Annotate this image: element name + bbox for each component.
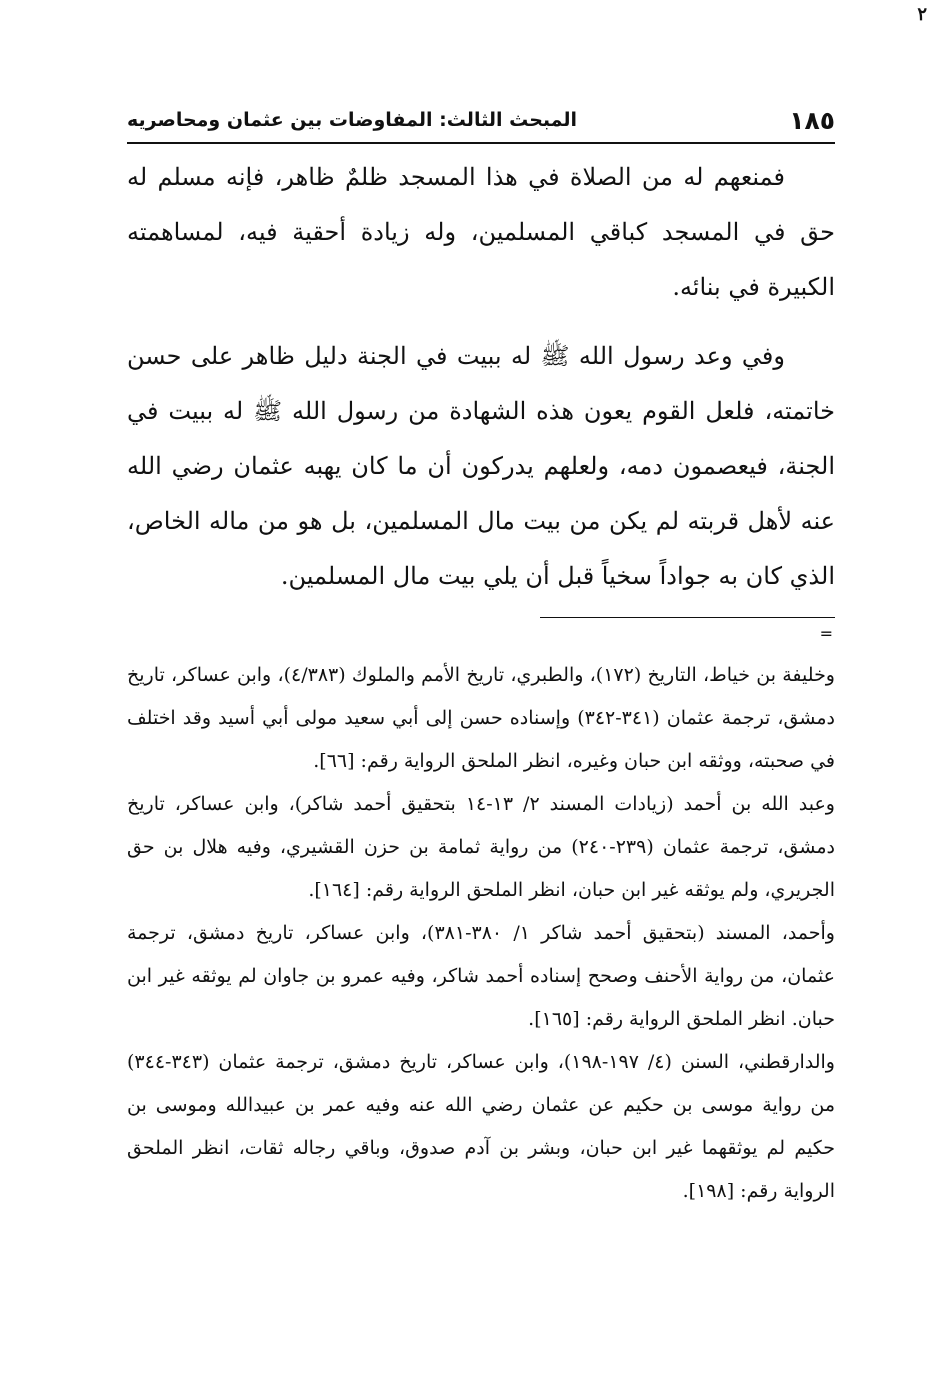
footnote-item: وأحمد، المسند (بتحقيق أحمد شاكر ١/ ٣٨٠-٣٨١)، وابن عساكر، تاريخ دمشق، ترجمة عثمان، من رواية الأحنف وصحح إسناده أحمد شاكر، وفيه عمرو بن جاوان لم يوثقه غير ابن حبان. انظر الملحق الرواية رقم: [١٦٥].	[127, 922, 835, 1030]
footnote-item: وخليفة بن خياط، التاريخ (١٧٢)، والطبري، تاريخ الأمم والملوك (٤/٣٨٣)، وابن عساكر، تاريخ دمشق، ترجمة عثمان (٣٤١-٣٤٢) وإسناده حسن إلى أبي سعيد مولى أبي أسيد وقد اختلف في صحبته، ووثقه ابن حبان وغيره، انظر الملحق الرواية رقم: [٦٦].	[127, 664, 835, 772]
running-title: المبحث الثالث: المفاوضات بين عثمان ومحاصريه	[127, 109, 578, 131]
footnote-divider	[540, 617, 835, 618]
main-text	[127, 150, 835, 604]
header-divider	[127, 142, 835, 144]
corner-mark: ۲	[917, 4, 927, 25]
footnote-item: والدارقطني، السنن (٤/ ١٩٧-١٩٨)، وابن عساكر، تاريخ دمشق، ترجمة عثمان (٣٤٣-٣٤٤) من رواية موسى بن حكيم عن عثمان رضي الله عنه وفيه عمر بن عبيدالله وموسى بن حكيم لم يوثقهما غير ابن حبان، وبشر بن آدم صدوق، وباقي رجاله ثقات، انظر الملحق الرواية رقم: [١٩٨].	[127, 1051, 835, 1202]
footnote-item: وعبد الله بن أحمد (زيادات المسند ٢/ ١٣-١٤ بتحقيق أحمد شاكر)، وابن عساكر، تاريخ دمشق، ترجمة عثمان (٢٣٩-٢٤٠) من رواية ثمامة بن حزن القشيري، وفيه هلال بن حق الجريري، ولم يوثقه غير ابن حبان، انظر الملحق الرواية رقم: [١٦٤].	[127, 793, 835, 901]
body-paragraph: فمنعهم له من الصلاة في هذا المسجد ظلمٌ ظاهر، فإنه مسلم له حق في المسجد كباقي المسلمين، وله زيادة أحقية فيه، لمساهمته الكبيرة في بنائه.	[127, 163, 835, 301]
body-paragraph: وفي وعد رسول الله ﷺ له ببيت في الجنة دليل ظاهر على حسن خاتمته، فلعل القوم يعون هذه الشهادة من رسول الله ﷺ له ببيت في الجنة، فيعصمون دمه، ولعلهم يدركون أن ما كان يهبه عثمان رضي الله عنه لأهل قربته لم يكن من بيت مال المسلمين، بل هو من ماله الخاص، الذي كان به جواداً سخياً قبل أن يلي بيت مال المسلمين.	[127, 342, 836, 590]
page-header	[127, 100, 835, 140]
page-number: ١٨٥	[789, 105, 835, 135]
footnotes	[127, 654, 835, 1213]
footnote-continuation-mark: =	[819, 624, 833, 643]
